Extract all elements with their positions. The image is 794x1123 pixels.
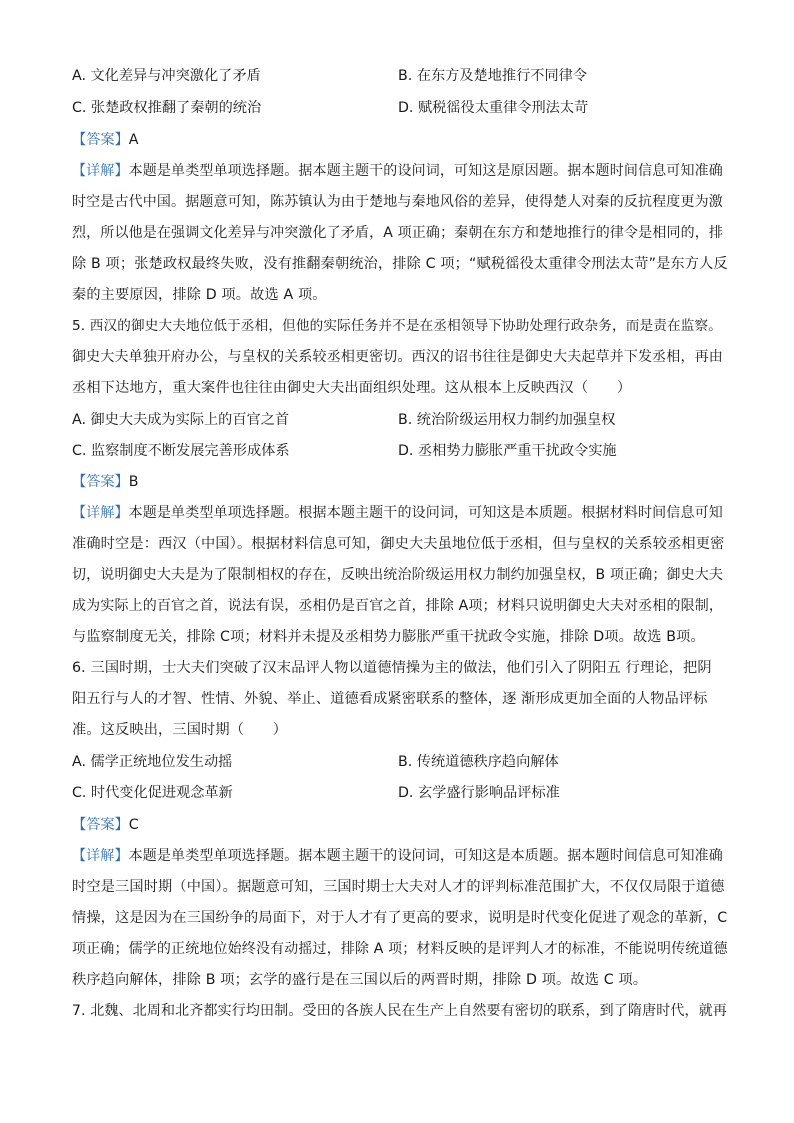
q5-detail-line-2: 准确时空是：西汉（中国）。根据材料信息可知，御史大夫虽地位低于丞相，但与皇权的关系较丞相更密: [72, 536, 725, 552]
q6-detail-line-5: 秩序趋向解体，排除 B 项；玄学的盛行是在三国以后的两晋时期，排除 D 项。故选 C 项。: [72, 972, 648, 988]
q5-option-d: D. 丞相势力膨胀严重干扰政令实施: [398, 443, 617, 459]
answer-tag: 【答案】: [72, 817, 129, 833]
answer-tag: 【答案】: [72, 132, 129, 148]
q6-detail-line-2: 时空是三国时期（中国）。据题意可知，三国时期士大夫对人才的评判标准范围扩大，不仅仅局限于道德: [72, 879, 725, 895]
detail-text: 本题是单类型单项选择题。根据本题主题干的设问词，可知这是本质题。根据材料时间信息可知: [128, 505, 723, 521]
q4-option-a: A. 文化差异与冲突激化了矛盾: [72, 68, 261, 84]
q5-detail-line-3: 切，说明御史大夫是为了限制相权的存在，反映出统治阶级运用权力制约加强皇权，B 项正确；御史大夫: [72, 567, 724, 583]
answer-tag: 【答案】: [72, 474, 129, 490]
q4-detail-line-3: 烈，所以他是在强调文化差异与冲突激化了矛盾，A 项正确；秦朝在东方和楚地推行的律令是相同的，排: [72, 225, 724, 241]
q5-stem-line-1: 5. 西汉的御史大夫地位低于丞相，但他的实际任务并不是在丞相领导下协助处理行政杂务，而是责在监察。: [72, 318, 722, 334]
q6-stem-line-3: 准。这反映出，三国时期（ ）: [72, 722, 288, 738]
q4-detail-line-5: 秦的主要原因，排除 D 项。故选 A 项。: [72, 287, 327, 303]
q5-detail-line-4: 成为实际上的百官之首，说法有误，丞相仍是百官之首，排除 A项；材料只说明御史大夫对丞相的限制，: [72, 598, 724, 614]
q4-detail-line-2: 时空是古代中国。据题意可知，陈苏镇认为由于楚地与秦地风俗的差异，使得楚人对秦的反抗程度更为激: [72, 194, 723, 210]
q5-detail-line-1: [72, 503, 723, 523]
detail-text: 本题是单类型单项选择题。据本题主题干的设问词，可知这是原因题。据本题时间信息可知准确: [128, 163, 723, 179]
q5-answer: [72, 472, 139, 492]
q6-option-c: C. 时代变化促进观念革新: [72, 785, 233, 801]
q6-stem-line-1: 6. 三国时期，士大夫们突破了汉末品评人物以道德情操为主的做法，他们引入了阴阳五 行理论，把阴: [72, 660, 712, 676]
q5-stem-line-2: 御史大夫单独开府办公，与皇权的关系较丞相更密切。西汉的诏书往往是御史大夫起草并下发丞相，再由: [72, 349, 723, 365]
q4-option-c: C. 张楚政权推翻了秦朝的统治: [72, 100, 262, 116]
q6-option-a: A. 儒学正统地位发生动摇: [72, 754, 233, 770]
detail-tag: 【详解】: [72, 163, 129, 179]
answer-value: C: [128, 817, 139, 833]
q4-detail-line-4: 除 B 项；张楚政权最终失败，没有推翻秦朝统治，排除 C 项；“赋税徭役太重律令刑法太苛”是东方人反: [72, 256, 728, 272]
q6-option-d: D. 玄学盛行影响品评标准: [398, 785, 560, 801]
q4-option-b: B. 在东方及楚地推行不同律令: [398, 68, 588, 84]
q6-detail-line-3: 情操，这是因为在三国纷争的局面下，对于人才有了更高的要求，说明是时代变化促进了观念的革新，C: [72, 910, 728, 926]
q5-option-b: B. 统治阶级运用权力制约加强皇权: [398, 412, 616, 428]
q6-detail-line-1: [72, 846, 723, 866]
q5-stem-line-3: 丞相下达地方，重大案件也往往由御史大夫出面组织处理。这从根本上反映西汉（ ）: [72, 380, 632, 396]
q6-detail-line-4: 项正确；儒学的正统地位始终没有动摇过，排除 A 项；材料反映的是评判人才的标准，不能说明传统道德: [72, 941, 728, 957]
detail-text: 本题是单类型单项选择题。据本题主题干的设问词，可知这是本质题。据本题时间信息可知准确: [128, 848, 723, 864]
q5-option-c: C. 监察制度不断发展完善形成体系: [72, 443, 290, 459]
q6-option-b: B. 传统道德秩序趋向解体: [398, 754, 559, 770]
q4-detail-line-1: [72, 161, 723, 181]
detail-tag: 【详解】: [72, 505, 129, 521]
answer-value: A: [128, 132, 139, 148]
q7-stem-line-1: 7. 北魏、北周和北齐都实行均田制。受田的各族人民在生产上自然要有密切的联系，到了隋唐时代，就再: [72, 1003, 728, 1019]
detail-tag: 【详解】: [72, 848, 129, 864]
q4-option-d: D. 赋税徭役太重律令刑法太苛: [398, 100, 589, 116]
q4-answer: [72, 130, 138, 150]
q6-stem-line-2: 阳五行与人的才智、性情、外貌、举止、道德看成紧密联系的整体，逐 渐形成更加全面的人物品评标: [72, 691, 708, 707]
q6-answer: [72, 815, 139, 835]
q5-detail-line-5: 与监察制度无关，排除 C项；材料并未提及丞相势力膨胀严重干扰政令实施，排除 D项。故选 B项。: [72, 629, 705, 645]
answer-value: B: [128, 474, 139, 490]
q5-option-a: A. 御史大夫成为实际上的百官之首: [72, 412, 290, 428]
